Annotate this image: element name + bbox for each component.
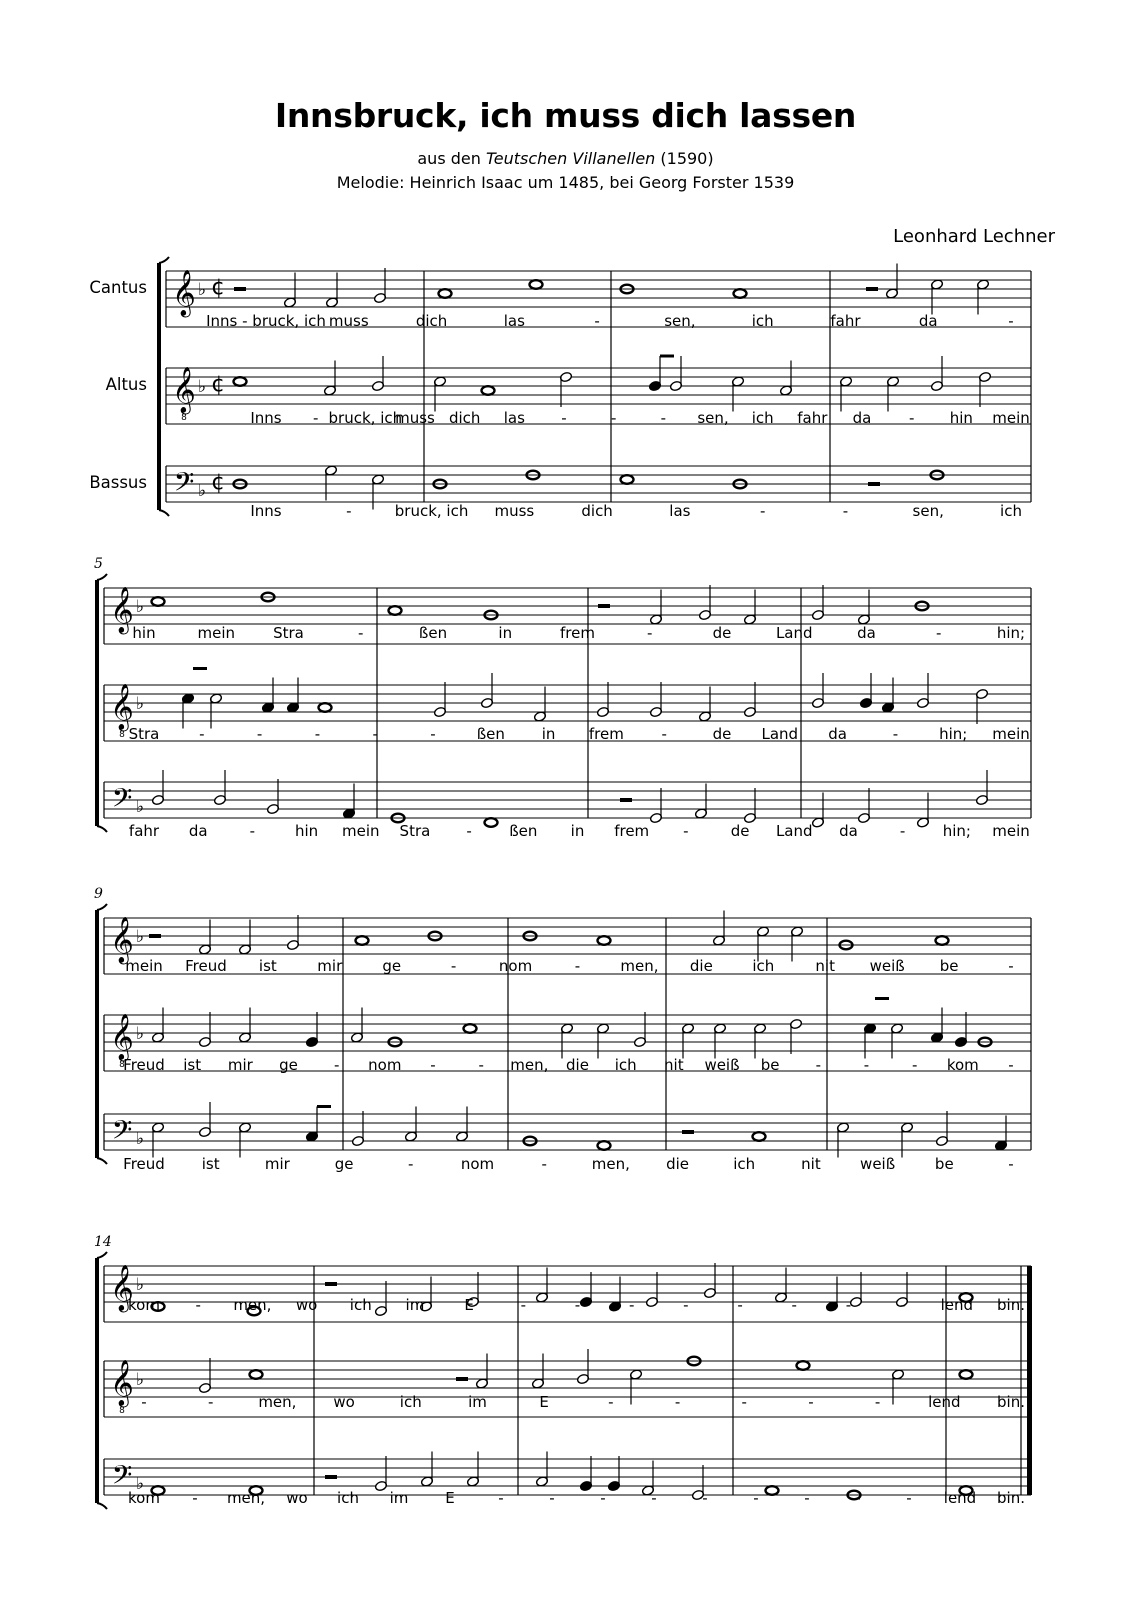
lyric-syllable: ich: [399, 1393, 422, 1411]
lyric-syllable: -: [906, 1489, 912, 1507]
whole-note: [439, 289, 452, 298]
lyric-syllable: nom: [460, 1155, 495, 1173]
voice-label: Bassus: [89, 473, 147, 492]
lyric-syllable: Land: [761, 725, 799, 743]
lyric-syllable: -: [333, 1056, 340, 1074]
lyric-syllable: ich: [337, 1489, 359, 1507]
lyric-syllable: mein: [992, 822, 1030, 840]
lyric-syllable: die: [689, 957, 713, 975]
lyric-syllable: men,: [226, 1489, 266, 1507]
octave-mark-icon: 8: [181, 413, 187, 423]
lyric-syllable: nom: [498, 957, 533, 975]
lyric-syllable: be: [760, 1056, 780, 1074]
bracket-hook: [97, 826, 107, 832]
lyric-syllable: mir: [317, 957, 343, 975]
lyric-syllable: -: [498, 1489, 504, 1507]
lyric-syllable: lend: [940, 1296, 974, 1314]
lyric-syllable: de: [730, 822, 750, 840]
whole-note: [356, 936, 369, 945]
whole-note: [485, 818, 498, 827]
lyric-syllable: ich: [614, 1056, 637, 1074]
lyric-syllable: -: [312, 409, 319, 427]
lyric-syllable: -: [808, 1393, 814, 1411]
lyric-syllable: ßen: [418, 624, 448, 642]
lyric-syllable: mein: [992, 409, 1030, 427]
bracket-hook: [159, 257, 169, 263]
lyric-syllable: de: [712, 624, 732, 642]
lyric-syllable: Inns - bruck, ich: [206, 312, 326, 330]
lyric-syllable: da: [918, 312, 938, 330]
lyric-syllable: nit: [664, 1056, 684, 1074]
flat-icon: ♭: [197, 377, 207, 397]
lyric-syllable: -: [661, 725, 667, 743]
lyric-syllable: Stra: [128, 725, 160, 743]
lyric-syllable: bin.: [997, 1393, 1025, 1411]
flat-icon: ♭: [135, 927, 145, 947]
lyric-syllable: -: [804, 1489, 810, 1507]
lyric-syllable: -: [647, 624, 653, 642]
bracket-hook: [97, 1252, 107, 1258]
bracket-hook: [97, 1158, 107, 1164]
lyric-syllable: da: [839, 822, 858, 840]
lyric-syllable: dich: [448, 409, 481, 427]
lyric-syllable: mir: [264, 1155, 290, 1173]
lyric-syllable: -: [741, 1393, 747, 1411]
lyric-syllable: kom: [128, 1296, 160, 1314]
lyric-syllable: -: [1008, 1056, 1014, 1074]
lyric-syllable: -: [192, 1489, 198, 1507]
lyric-syllable: Land: [775, 822, 813, 840]
lyric-syllable: -: [936, 624, 942, 642]
whole-note: [621, 475, 634, 484]
lyric-syllable: -: [674, 1393, 681, 1411]
lyric-syllable: fahr: [797, 409, 828, 427]
flat-icon: ♭: [135, 1024, 145, 1044]
lyric-syllable: men,: [233, 1296, 272, 1314]
lyric-syllable: ich: [752, 957, 775, 975]
lyric-syllable: Stra: [273, 624, 304, 642]
lyric-syllable: Inns: [250, 409, 282, 427]
lyric-syllable: men,: [591, 1155, 630, 1173]
lyric-syllable: -: [845, 1296, 852, 1314]
lyric-syllable: Freud: [123, 1056, 165, 1074]
lyric-syllable: -: [574, 957, 581, 975]
lyric-syllable: hin;: [942, 822, 971, 840]
voice-label: Altus: [105, 375, 147, 394]
lyric-syllable: bin.: [997, 1296, 1025, 1314]
lyric-syllable: weiß: [704, 1056, 740, 1074]
lyric-syllable: men,: [258, 1393, 297, 1411]
lyric-syllable: im: [405, 1296, 425, 1314]
voice-label: Cantus: [89, 278, 147, 297]
lyric-syllable: ich: [751, 312, 774, 330]
half-rest-icon: [620, 798, 632, 802]
lyric-syllable: Land: [775, 624, 813, 642]
lyric-syllable: E: [539, 1393, 549, 1411]
lyric-syllable: -: [430, 725, 436, 743]
lyric-syllable: -: [608, 1393, 614, 1411]
whole-note: [598, 936, 611, 945]
lyric-syllable: -: [594, 312, 600, 330]
lyric-syllable: mein: [125, 957, 163, 975]
lyric-syllable: wo: [286, 1489, 308, 1507]
lyric-syllable: hin;: [996, 624, 1026, 642]
lyric-syllable: in: [541, 725, 556, 743]
flat-icon: ♭: [135, 694, 145, 714]
lyric-syllable: -: [600, 1489, 606, 1507]
lyric-syllable: -: [541, 1155, 547, 1173]
lyric-syllable: bruck, ich: [328, 409, 403, 427]
subtitle-melody: Melodie: Heinrich Isaac um 1485, bei Georg Forster 1539: [336, 173, 795, 192]
lyric-syllable: ßen: [476, 725, 505, 743]
lyric-syllable: sen,: [664, 312, 696, 330]
whole-note: [389, 606, 402, 615]
treble-clef-icon: 𝄞: [110, 1014, 134, 1060]
lyric-syllable: fahr: [830, 312, 861, 330]
lyric-syllable: -: [610, 409, 617, 427]
lyric-syllable: mein: [197, 624, 236, 642]
lyric-syllable: frem: [560, 624, 595, 642]
lyric-syllable: -: [855, 1489, 861, 1507]
half-rest-icon: [325, 1475, 337, 1479]
lyric-syllable: ßen: [509, 822, 538, 840]
lyric-syllable: ge: [382, 957, 402, 975]
lyric-syllable: -: [141, 1393, 147, 1411]
lyric-syllable: da: [852, 409, 872, 427]
lyric-syllable: bin.: [997, 1489, 1025, 1507]
lyric-syllable: -: [892, 725, 899, 743]
lyric-syllable: hin: [132, 624, 156, 642]
bass-clef-icon: 𝄢: [111, 782, 133, 820]
lyric-syllable: wo: [333, 1393, 355, 1411]
lyric-syllable: mein: [992, 725, 1030, 743]
score-title: Innsbruck, ich muss dich lassen: [274, 96, 857, 135]
octave-mark-icon: 8: [119, 1060, 125, 1070]
lyric-syllable: in: [498, 624, 513, 642]
lyric-syllable: frem: [614, 822, 650, 840]
treble-clef-icon: 𝄞: [172, 270, 196, 316]
subtitle-prefix: aus den: [417, 149, 486, 168]
lyric-syllable: Stra: [399, 822, 431, 840]
lyric-syllable: kom: [946, 1056, 979, 1074]
lyric-syllable: ge: [279, 1056, 298, 1074]
lyric-syllable: -: [358, 624, 364, 642]
bass-clef-icon: 𝄢: [111, 1459, 133, 1497]
half-rest-icon: [149, 934, 161, 938]
lyric-syllable: Freud: [123, 1155, 165, 1173]
flat-icon: ♭: [135, 797, 145, 817]
flat-icon: ♭: [135, 1370, 145, 1390]
lyric-syllable: -: [1008, 312, 1014, 330]
lyric-syllable: nom: [368, 1056, 402, 1074]
whole-note: [530, 280, 543, 289]
lyric-syllable: de: [712, 725, 732, 743]
half-rest-icon: [325, 1282, 337, 1286]
lyric-syllable: -: [791, 1296, 797, 1314]
lyric-syllable: muss: [328, 312, 369, 330]
lyric-syllable: -: [249, 822, 256, 840]
lyric-syllable: fahr: [128, 822, 160, 840]
system-bracket: [95, 910, 99, 1158]
system-bracket: [157, 263, 161, 510]
whole-note: [250, 1370, 263, 1379]
half-rest-icon: [456, 1377, 468, 1381]
lyric-syllable: die: [666, 1155, 689, 1173]
flat-icon: ♭: [135, 1275, 145, 1295]
lyric-syllable: lend: [928, 1393, 961, 1411]
whole-note: [960, 1370, 973, 1379]
lyric-syllable: -: [561, 409, 567, 427]
half-rest-icon: [682, 1130, 694, 1134]
lyric-syllable: -: [815, 1056, 822, 1074]
lyric-syllable: da: [857, 624, 876, 642]
whole-note: [234, 377, 247, 386]
bracket-hook: [159, 510, 169, 516]
treble-clef-icon: 𝄞: [110, 917, 134, 963]
treble-clef-icon: 𝄞: [110, 684, 134, 730]
lyric-syllable: sen,: [912, 502, 944, 520]
composer-name: Leonhard Lechner: [893, 226, 1055, 247]
half-rest-icon: [234, 287, 246, 291]
lyric-syllable: be: [934, 1155, 954, 1173]
lyric-syllable: -: [863, 1056, 870, 1074]
cut-time-icon: ¢: [211, 372, 225, 397]
treble-clef-icon: 𝄞: [110, 1360, 134, 1406]
bass-clef-icon: 𝄢: [173, 466, 195, 504]
lyric-syllable: -: [628, 1296, 635, 1314]
lyric-syllable: -: [199, 725, 205, 743]
treble-clef-icon: 𝄞: [172, 367, 196, 413]
lyric-syllable: men,: [510, 1056, 549, 1074]
half-rest-icon: [866, 287, 878, 291]
lyric-syllable: be: [939, 957, 959, 975]
lyric-syllable: ist: [183, 1056, 202, 1074]
lyric-syllable: -: [450, 957, 457, 975]
lyric-syllable: -: [478, 1056, 484, 1074]
measure-number: 9: [94, 886, 103, 902]
cut-time-icon: ¢: [211, 275, 225, 300]
lyric-syllable: -: [911, 1056, 918, 1074]
lyric-syllable: -: [899, 1296, 906, 1314]
lyric-syllable: -: [683, 822, 689, 840]
system-bracket: [95, 580, 99, 826]
bracket-hook: [97, 904, 107, 910]
lyric-syllable: -: [195, 1296, 201, 1314]
lyric-syllable: -: [660, 409, 667, 427]
whole-note: [936, 936, 949, 945]
lyric-syllable: hin;: [939, 725, 968, 743]
system-bracket: [95, 1258, 99, 1503]
lyric-syllable: -: [256, 725, 263, 743]
lyric-syllable: da: [828, 725, 847, 743]
lyric-syllable: -: [702, 1489, 708, 1507]
octave-mark-icon: 8: [119, 730, 125, 740]
subtitle-collection: Teutschen Villanellen: [485, 149, 656, 168]
bracket-hook: [97, 1503, 107, 1509]
lyric-syllable: -: [899, 822, 906, 840]
measure-number: 14: [94, 1234, 112, 1250]
whole-note: [734, 289, 747, 298]
half-rest-icon: [868, 482, 880, 486]
lyric-syllable: nit: [801, 1155, 821, 1173]
lyric-syllable: weiß: [869, 957, 905, 975]
whole-note: [797, 1361, 810, 1370]
lyric-syllable: E: [464, 1296, 474, 1314]
lyric-syllable: -: [408, 1155, 414, 1173]
lyric-syllable: sen,: [697, 409, 729, 427]
subtitle-year: (1590): [655, 149, 714, 168]
whole-note: [598, 1141, 611, 1150]
lyric-syllable: Freud: [185, 957, 227, 975]
lyric-syllable: -: [874, 1393, 881, 1411]
lyric-syllable: im: [468, 1393, 487, 1411]
lyric-syllable: dich: [581, 502, 613, 520]
lyric-syllable: ich: [349, 1296, 372, 1314]
lyric-syllable: frem: [588, 725, 624, 743]
lyric-syllable: -: [346, 502, 352, 520]
lyric-syllable: -: [759, 502, 766, 520]
lyric-syllable: las: [503, 312, 525, 330]
lyric-syllable: lend: [943, 1489, 977, 1507]
lyric-syllable: in: [570, 822, 585, 840]
whole-note: [753, 1132, 766, 1141]
whole-note: [766, 1486, 779, 1495]
lyric-syllable: ich: [733, 1155, 756, 1173]
lyric-syllable: las: [503, 409, 525, 427]
lyric-syllable: die: [566, 1056, 589, 1074]
lyric-syllable: wo: [295, 1296, 318, 1314]
lyric-syllable: da: [188, 822, 208, 840]
lyric-syllable: Inns: [250, 502, 282, 520]
lyric-syllable: -: [651, 1489, 657, 1507]
flat-icon: ♭: [135, 1129, 145, 1149]
lyric-syllable: -: [842, 502, 849, 520]
lyric-syllable: -: [574, 1296, 581, 1314]
lyric-syllable: -: [683, 1296, 689, 1314]
lyric-syllable: dich: [415, 312, 448, 330]
lyric-syllable: -: [1008, 957, 1014, 975]
cut-time-icon: ¢: [211, 470, 225, 495]
lyric-syllable: im: [389, 1489, 409, 1507]
lyric-syllable: -: [372, 725, 378, 743]
octave-mark-icon: 8: [119, 1406, 125, 1416]
lyric-syllable: weiß: [860, 1155, 896, 1173]
lyric-syllable: -: [908, 409, 915, 427]
bracket-hook: [97, 574, 107, 580]
treble-clef-icon: 𝄞: [110, 1265, 134, 1311]
lyric-syllable: hin: [294, 822, 319, 840]
lyric-syllable: hin: [949, 409, 973, 427]
whole-note: [319, 703, 332, 712]
flat-icon: ♭: [197, 280, 207, 300]
lyric-syllable: E: [445, 1489, 455, 1507]
bass-clef-icon: 𝄢: [111, 1114, 133, 1152]
lyric-syllable: -: [520, 1296, 527, 1314]
lyric-syllable: mein: [341, 822, 380, 840]
whole-note: [464, 1024, 477, 1033]
lyric-syllable: -: [314, 725, 321, 743]
lyric-syllable: ich: [1000, 502, 1022, 520]
lyric-syllable: nit: [815, 957, 835, 975]
lyric-syllable: muss: [395, 409, 435, 427]
lyric-syllable: -: [466, 822, 472, 840]
lyric-syllable: las: [669, 502, 691, 520]
lyric-syllable: men,: [620, 957, 659, 975]
whole-note: [152, 597, 165, 606]
lyric-syllable: -: [737, 1296, 743, 1314]
lyric-syllable: -: [753, 1489, 759, 1507]
half-rest-icon: [598, 604, 610, 608]
lyric-syllable: ist: [201, 1155, 220, 1173]
lyric-syllable: ich: [751, 409, 774, 427]
flat-icon: ♭: [135, 597, 145, 617]
lyric-syllable: -: [549, 1489, 555, 1507]
flat-icon: ♭: [135, 1474, 145, 1494]
lyric-syllable: ist: [258, 957, 277, 975]
flat-icon: ♭: [197, 481, 207, 501]
lyric-syllable: bruck, ich: [394, 502, 469, 520]
treble-clef-icon: 𝄞: [110, 587, 134, 633]
lyric-syllable: -: [1008, 1155, 1014, 1173]
lyric-syllable: ge: [334, 1155, 354, 1173]
final-barline: [1027, 1266, 1032, 1495]
lyric-syllable: -: [430, 1056, 436, 1074]
lyric-syllable: mir: [227, 1056, 253, 1074]
measure-number: 5: [94, 556, 103, 572]
lyric-syllable: kom: [128, 1489, 160, 1507]
lyric-syllable: -: [207, 1393, 214, 1411]
whole-note: [482, 386, 495, 395]
lyric-syllable: muss: [494, 502, 535, 520]
